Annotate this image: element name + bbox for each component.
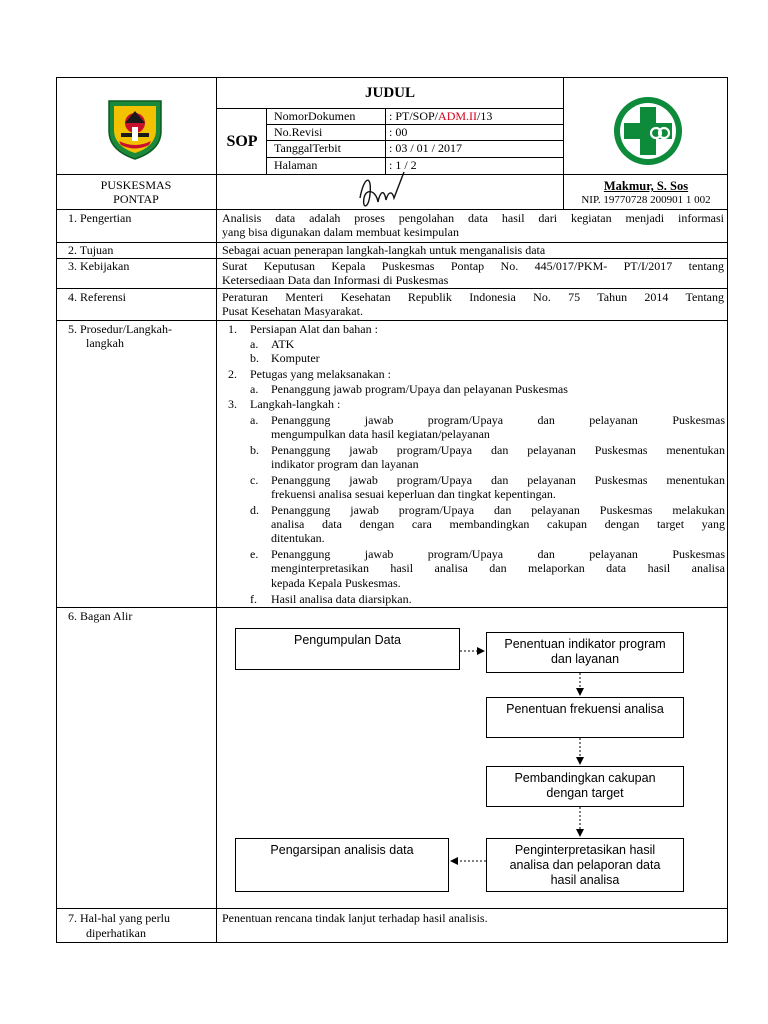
flow-box-interpretasi: Penginterpretasikan hasil analisa dan pelaporan data hasil analisa: [486, 838, 684, 892]
step3-f-text: Hasil analisa data diarsipkan.: [271, 592, 412, 606]
step3-a-mark: a.: [250, 413, 259, 427]
kebijakan-line1: Surat Keputusan Kepala Puskesmas Pontap No. 445/017/PKM- PT/I/2017 tentang: [222, 259, 724, 273]
org-name-line1: PUSKESMAS: [100, 178, 172, 192]
referensi-line1: Peraturan Menteri Kesehatan Republik Indonesia No. 75 Tahun 2014 Tentang: [222, 290, 724, 304]
step1-item-a-mark: a.: [250, 337, 259, 351]
field-value-tanggal-terbit: : 03 / 01 / 2017: [389, 141, 463, 155]
step3-b-line1: Penanggung jawab program/Upaya dan pelayanan Puskesmas menentukan: [271, 443, 725, 457]
step3-d-line1: Penanggung jawab program/Upaya dan pelayanan Puskesmas melakukan: [271, 503, 725, 517]
pengertian-line1: Analisis data adalah proses pengolahan data hasil dari kegiatan menjadi informasi: [222, 211, 724, 225]
field-value-no-revisi: : 00: [389, 125, 408, 139]
step2-title: Petugas yang melaksanakan :: [250, 367, 391, 381]
sop-label: SOP: [226, 133, 258, 150]
step3-c-line2: frekuensi analisa sesuai keperluan dan tingkat kepentingan.: [271, 487, 556, 501]
label-bagan-alir: 6. Bagan Alir: [68, 609, 133, 623]
field-label-no-revisi: No.Revisi: [274, 125, 323, 139]
step3-d-line2: analisa data dengan cara membandingkan cakupan dengan target yang: [271, 517, 725, 531]
label-tujuan: 2. Tujuan: [68, 243, 114, 257]
step3-d-mark: d.: [250, 503, 259, 517]
flow-box-frekuensi: Penentuan frekuensi analisa: [486, 697, 684, 738]
step2-item-a-text: Penanggung jawab program/Upaya dan pelayanan Puskesmas: [271, 382, 568, 396]
step3-b-line2: indikator program dan layanan: [271, 457, 419, 471]
org-name-line2: PONTAP: [113, 192, 159, 206]
hal-hal-text: Penentuan rencana tindak lanjut terhadap hasil analisis.: [222, 911, 488, 925]
step3-d-line3: ditentukan.: [271, 531, 325, 545]
label-hal-hal-line2: diperhatikan: [86, 926, 146, 940]
flow-box-pengarsipan: Pengarsipan analisis data: [235, 838, 449, 892]
document-title: JUDUL: [364, 85, 415, 101]
step2-item-a-mark: a.: [250, 382, 259, 396]
flow-box-pengumpulan: Pengumpulan Data: [235, 628, 460, 670]
flow-box-pembandingan: Pembandingkan cakupan dengan target: [486, 766, 684, 807]
signer-nip: NIP. 19770728 200901 1 002: [581, 194, 711, 206]
label-prosedur-line2: langkah: [86, 336, 124, 350]
step3-e-line2: menginterpretasikan hasil analisa dan melaporkan data hasil analisa: [271, 561, 725, 575]
field-value-nomor-dokumen: : PT/SOP/ADM.II/13: [389, 109, 493, 123]
flow-box-indikator: Penentuan indikator program dan layanan: [486, 632, 684, 673]
field-value-halaman: : 1 / 2: [389, 158, 417, 172]
step3-c-line1: Penanggung jawab program/Upaya dan pelayanan Puskesmas menentukan: [271, 473, 725, 487]
step3-e-line3: kepada Kepala Puskesmas.: [271, 576, 401, 590]
step3-e-mark: e.: [250, 547, 259, 561]
label-pengertian: 1. Pengertian: [68, 211, 132, 225]
step1-item-b-mark: b.: [250, 351, 259, 365]
signer-name: Makmur, S. Sos: [603, 179, 689, 193]
step1-item-b-text: Komputer: [271, 351, 320, 365]
field-label-nomor-dokumen: NomorDokumen: [274, 109, 356, 123]
label-referensi: 4. Referensi: [68, 290, 126, 304]
step3-f-mark: f.: [250, 592, 257, 606]
step3-c-mark: c.: [250, 473, 259, 487]
step2-number: 2.: [228, 367, 237, 381]
field-label-halaman: Halaman: [274, 158, 318, 172]
referensi-line2: Pusat Kesehatan Masyarakat.: [222, 304, 363, 318]
label-kebijakan: 3. Kebijakan: [68, 259, 130, 273]
step3-b-mark: b.: [250, 443, 259, 457]
step1-number: 1.: [228, 322, 237, 336]
tujuan-text: Sebagai acuan penerapan langkah-langkah untuk menganalisis data: [222, 243, 546, 257]
kebijakan-line2: Ketersediaan Data dan Informasi di Puskesmas: [222, 273, 449, 287]
label-hal-hal-line1: 7. Hal-hal yang perlu: [68, 911, 170, 925]
pengertian-line2: yang bisa digunakan dalam membuat kesimpulan: [222, 225, 459, 239]
step3-a-line2: mengumpulkan data hasil kegiatan/pelayanan: [271, 427, 490, 441]
step3-e-line1: Penanggung jawab program/Upaya dan pelayanan Puskesmas: [271, 547, 725, 561]
step1-title: Persiapan Alat dan bahan :: [250, 322, 378, 336]
step3-title: Langkah-langkah :: [250, 397, 341, 411]
label-prosedur-line1: 5. Prosedur/Langkah-: [68, 322, 172, 336]
step3-a-line1: Penanggung jawab program/Upaya dan pelayanan Puskesmas: [271, 413, 725, 427]
field-label-tanggal-terbit: TanggalTerbit: [274, 141, 341, 155]
step3-number: 3.: [228, 397, 237, 411]
step1-item-a-text: ATK: [271, 337, 295, 351]
